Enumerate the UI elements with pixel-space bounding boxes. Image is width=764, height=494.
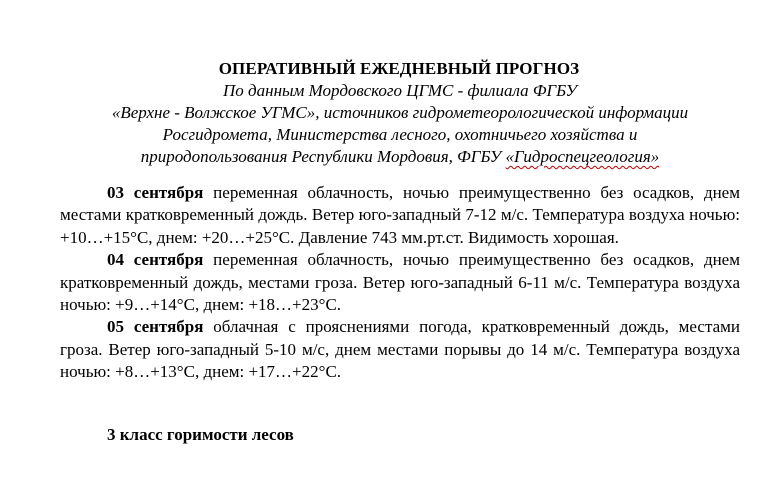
- source-line: Росгидромета, Министерства лесного, охотничьего хозяйства и: [162, 125, 638, 144]
- forecast-date: 03 сентября: [107, 183, 204, 202]
- source-last-prefix: природопользования Республики Мордовия, ФГБУ: [140, 147, 506, 166]
- forecast-text: переменная облачность, ночью преимущественно без осадков, днем местами кратковременный дождь. Ветер юго-западный 7-12 м/с. Температура воздуха ночью: +10…+15°С, днем: +20…+25°С. Давление 743 мм.рт.ст. Видимость хорошая.: [60, 183, 740, 247]
- forest-fire-class: 3 класс горимости лесов: [107, 425, 294, 444]
- document-title: ОПЕРАТИВНЫЙ ЕЖЕДНЕВНЫЙ ПРОГНОЗ: [218, 59, 580, 78]
- forecast-body: [60, 182, 740, 384]
- forecast-date: 05 сентября: [107, 317, 204, 337]
- source-line: «Верхне - Волжское УГМС», источников гидрометеорологической информации: [111, 103, 689, 122]
- forecast-text: облачная с прояснениями погода, кратковременный дождь, местами гроза. Ветер юго-западный 5-10 м/с, днем местами порывы до 14 м/с. Температура воздуха ночью: +8…+13°С, днем: +17…+22°С.: [60, 317, 740, 382]
- forecast-date: 04 сентября: [107, 250, 204, 270]
- forecast-paragraph-day-2: [60, 249, 740, 316]
- source-line: По данным Мордовского ЦГМС - филиала ФГБУ: [223, 81, 577, 100]
- source-org-name: «Гидроспецгеология»: [505, 147, 660, 166]
- forecast-paragraph-day-1: [60, 182, 740, 249]
- forecast-paragraph-day-3: [60, 316, 740, 383]
- forecast-text: переменная облачность, ночью преимущественно без осадков, днем кратковременный дождь, местами гроза. Ветер юго-западный 6-11 м/с. Температура воздуха ночью: +9…+14°С, днем: +18…+23°С.: [60, 250, 740, 315]
- source-attribution: [40, 80, 760, 168]
- source-line-last: [40, 146, 760, 168]
